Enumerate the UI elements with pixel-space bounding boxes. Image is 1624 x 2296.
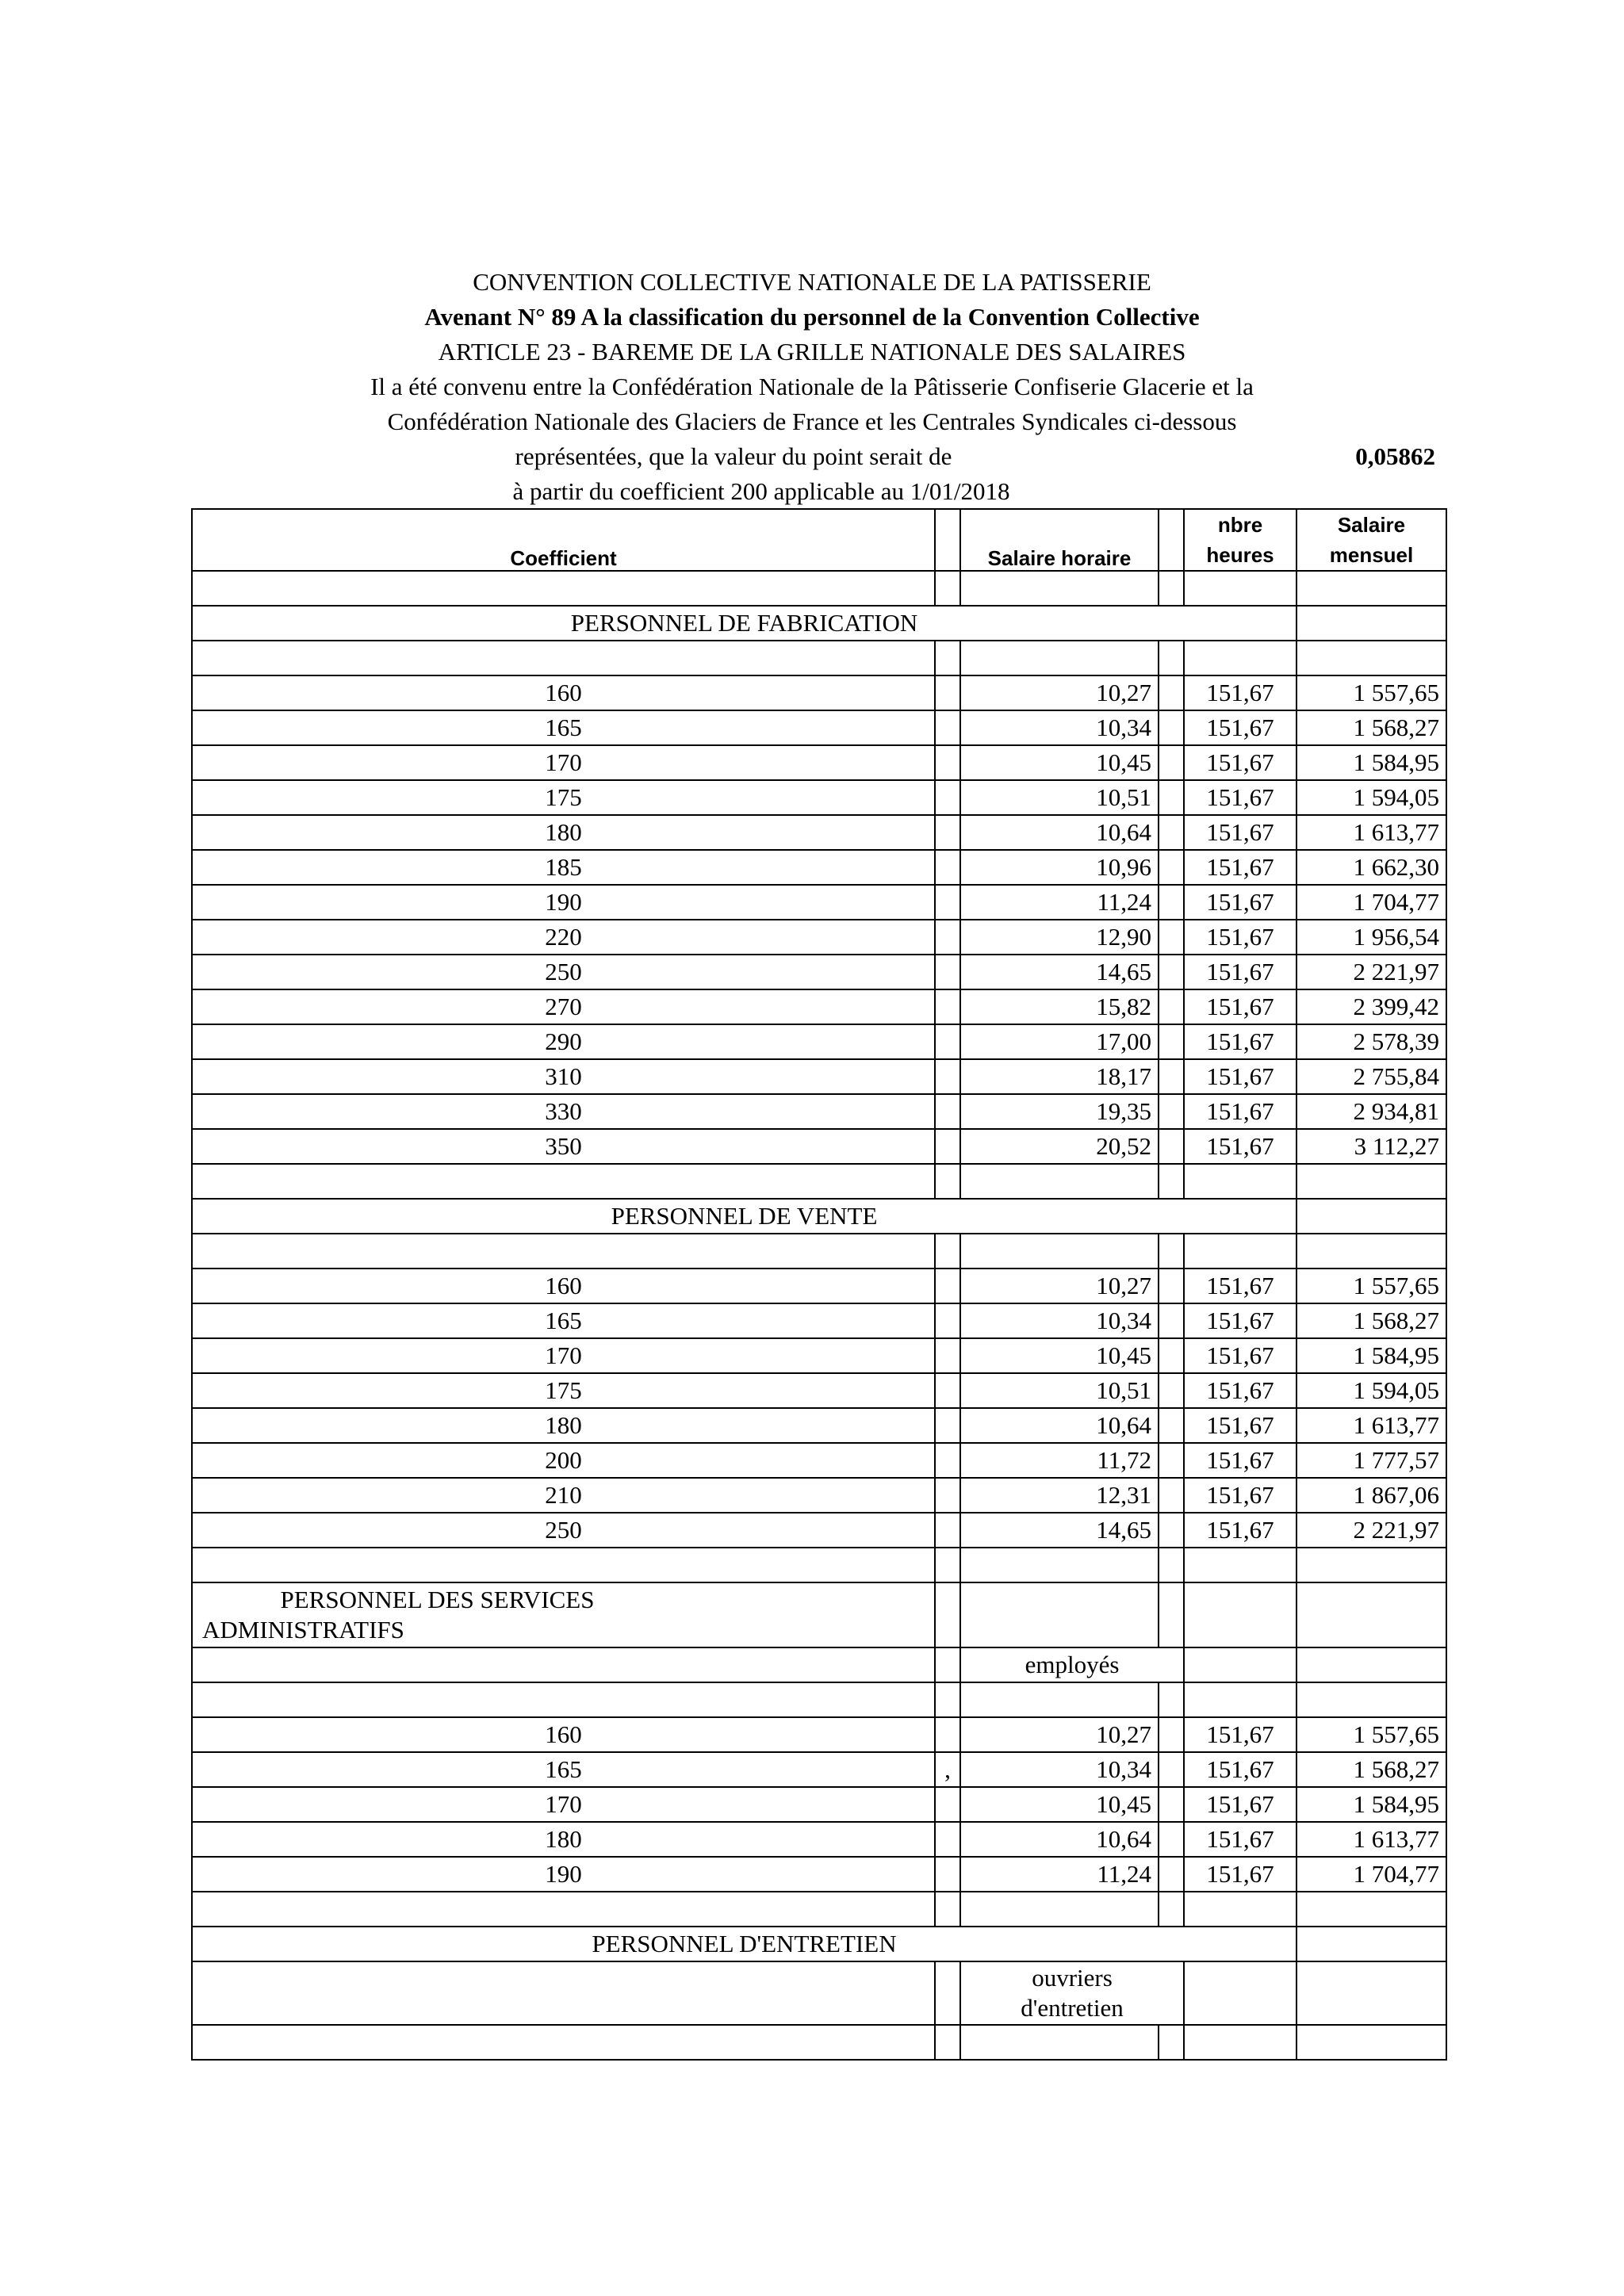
empty-cell: [1184, 1582, 1297, 1647]
subtitle-ouvriers-line2: d'entretien: [1021, 1994, 1124, 2022]
hours-cell: 151,67: [1184, 675, 1297, 710]
empty-cell: [935, 1373, 960, 1408]
empty-cell: [1297, 606, 1446, 641]
empty-cell: [960, 1682, 1159, 1717]
monthly-salary-cell: 2 578,39: [1297, 1024, 1446, 1059]
monthly-salary-cell: 1 584,95: [1297, 1338, 1446, 1373]
empty-cell: [1159, 1234, 1184, 1269]
monthly-salary-cell: 1 594,05: [1297, 1373, 1446, 1408]
coefficient-cell: 290: [192, 1024, 935, 1059]
table-row: [192, 1373, 1446, 1408]
empty-cell: [1159, 1513, 1184, 1548]
section-title-fabrication: PERSONNEL DE FABRICATION: [192, 606, 1297, 641]
empty-cell: [1159, 1338, 1184, 1373]
document-title: CONVENTION COLLECTIVE NATIONALE DE LA PATISSERIE: [473, 268, 1151, 296]
empty-cell: [1159, 1164, 1184, 1199]
empty-cell: [1297, 571, 1446, 606]
blank-row: [192, 1892, 1446, 1927]
hours-cell: 151,67: [1184, 1338, 1297, 1373]
empty-cell: [1159, 989, 1184, 1024]
coefficient-cell: 170: [192, 745, 935, 780]
empty-cell: [935, 1892, 960, 1927]
hours-cell: 151,67: [1184, 1513, 1297, 1548]
monthly-salary-cell: 1 704,77: [1297, 885, 1446, 920]
section-title-admin-line1: PERSONNEL DES SERVICES: [280, 1586, 595, 1613]
coefficient-cell: 330: [192, 1094, 935, 1129]
empty-cell: [1297, 2025, 1446, 2060]
hours-cell: 151,67: [1184, 780, 1297, 815]
empty-cell: [935, 920, 960, 955]
table-row: [192, 1129, 1446, 1164]
header-hours: [1184, 509, 1297, 571]
intro-line-2: Confédération Nationale des Glaciers de France et les Centrales Syndicales ci-dessous: [387, 408, 1237, 435]
hours-cell: 151,67: [1184, 1059, 1297, 1094]
empty-cell: [960, 1234, 1159, 1269]
empty-cell: [1184, 1234, 1297, 1269]
coefficient-cell: 250: [192, 1513, 935, 1548]
header-spacer: [935, 509, 960, 571]
coefficient-cell: 175: [192, 780, 935, 815]
hourly-wage-cell: 11,24: [960, 1857, 1159, 1892]
coefficient-cell: 250: [192, 955, 935, 989]
monthly-salary-cell: 3 112,27: [1297, 1129, 1446, 1164]
blank-row: [192, 2025, 1446, 2060]
empty-cell: [935, 1548, 960, 1582]
subtitle-ouvriers: [960, 1961, 1184, 2025]
empty-cell: [1184, 1682, 1297, 1717]
blank-row: [192, 1682, 1446, 1717]
subtitle-employes: employés: [960, 1647, 1184, 1682]
empty-cell: [192, 641, 935, 675]
intro-line-3: représentées, que la valeur du point serait de: [515, 442, 952, 470]
empty-cell: [192, 2025, 935, 2060]
coefficient-cell: 220: [192, 920, 935, 955]
hourly-wage-cell: 20,52: [960, 1129, 1159, 1164]
empty-cell: [1159, 1303, 1184, 1338]
table-row: [192, 955, 1446, 989]
hourly-wage-cell: 10,45: [960, 1338, 1159, 1373]
empty-cell: [1159, 920, 1184, 955]
empty-cell: [935, 780, 960, 815]
empty-cell: [1159, 1717, 1184, 1752]
monthly-salary-cell: 1 613,77: [1297, 1822, 1446, 1857]
empty-cell: [192, 1682, 935, 1717]
empty-cell: [1184, 641, 1297, 675]
empty-cell: [1159, 1787, 1184, 1822]
monthly-salary-cell: 2 221,97: [1297, 1513, 1446, 1548]
table-row: [192, 1059, 1446, 1094]
empty-cell: [1159, 1269, 1184, 1303]
empty-cell: [960, 1892, 1159, 1927]
empty-cell: [1297, 1548, 1446, 1582]
empty-cell: [1184, 1647, 1297, 1682]
section-title-row: [192, 1199, 1446, 1234]
monthly-salary-cell: 1 584,95: [1297, 1787, 1446, 1822]
empty-cell: [1297, 1927, 1446, 1961]
empty-cell: [935, 1059, 960, 1094]
blank-row: [192, 1234, 1446, 1269]
empty-cell: [935, 885, 960, 920]
coefficient-cell: 175: [192, 1373, 935, 1408]
hourly-wage-cell: 10,34: [960, 1752, 1159, 1787]
coefficient-cell: 185: [192, 850, 935, 885]
empty-cell: [1297, 1647, 1446, 1682]
intro-line-4: à partir du coefficient 200 applicable au 1/01/2018: [512, 477, 1010, 505]
empty-cell: [192, 1234, 935, 1269]
empty-cell: [1159, 1822, 1184, 1857]
table-row: [192, 1408, 1446, 1443]
hourly-wage-cell: 18,17: [960, 1059, 1159, 1094]
monthly-salary-cell: 1 956,54: [1297, 920, 1446, 955]
hours-cell: 151,67: [1184, 1752, 1297, 1787]
empty-cell: [1184, 1961, 1297, 2025]
hourly-wage-cell: 14,65: [960, 1513, 1159, 1548]
empty-cell: [935, 1822, 960, 1857]
empty-cell: [935, 955, 960, 989]
hourly-wage-cell: 10,51: [960, 780, 1159, 815]
empty-cell: [192, 1647, 935, 1682]
empty-cell: [960, 641, 1159, 675]
section-title-admin-line2: ADMINISTRATIFS: [202, 1616, 404, 1644]
table-row: [192, 675, 1446, 710]
section-title-vente: PERSONNEL DE VENTE: [192, 1199, 1297, 1234]
hours-cell: 151,67: [1184, 1373, 1297, 1408]
monthly-salary-cell: 1 568,27: [1297, 1752, 1446, 1787]
monthly-salary-cell: 1 704,77: [1297, 1857, 1446, 1892]
monthly-salary-cell: 1 613,77: [1297, 815, 1446, 850]
empty-cell: [192, 1892, 935, 1927]
hours-cell: 151,67: [1184, 1857, 1297, 1892]
hourly-wage-cell: 10,64: [960, 1408, 1159, 1443]
hours-cell: 151,67: [1184, 745, 1297, 780]
monthly-salary-cell: 1 568,27: [1297, 1303, 1446, 1338]
empty-cell: [1159, 1024, 1184, 1059]
section-title-row: [192, 606, 1446, 641]
amendment-title: Avenant N° 89 A la classification du personnel de la Convention Collective: [424, 303, 1200, 331]
coefficient-cell: 165: [192, 710, 935, 745]
table-row: [192, 745, 1446, 780]
hourly-wage-cell: 10,64: [960, 815, 1159, 850]
hourly-wage-cell: 10,34: [960, 1303, 1159, 1338]
empty-cell: [1184, 1548, 1297, 1582]
hours-cell: 151,67: [1184, 710, 1297, 745]
monthly-salary-cell: 1 557,65: [1297, 675, 1446, 710]
empty-cell: [1297, 1199, 1446, 1234]
blank-row: [192, 1164, 1446, 1199]
empty-cell: [1159, 1478, 1184, 1513]
empty-cell: [1159, 2025, 1184, 2060]
hours-cell: 151,67: [1184, 1717, 1297, 1752]
empty-cell: [935, 815, 960, 850]
empty-cell: [1159, 780, 1184, 815]
empty-cell: [935, 675, 960, 710]
table-row: [192, 1752, 1446, 1787]
table-row: [192, 710, 1446, 745]
blank-row: [192, 641, 1446, 675]
table-row: [192, 920, 1446, 955]
section-title-admin: [192, 1582, 935, 1647]
hours-cell: 151,67: [1184, 955, 1297, 989]
hours-cell: 151,67: [1184, 920, 1297, 955]
monthly-salary-cell: 2 755,84: [1297, 1059, 1446, 1094]
table-row: [192, 780, 1446, 815]
empty-cell: [935, 641, 960, 675]
header-monthly-line2: mensuel: [1329, 543, 1414, 567]
empty-cell: [192, 1164, 935, 1199]
blank-row: [192, 571, 1446, 606]
empty-cell: [935, 1269, 960, 1303]
comma-mark-cell: ,: [935, 1752, 960, 1787]
hours-cell: 151,67: [1184, 1094, 1297, 1129]
table-row: [192, 989, 1446, 1024]
hourly-wage-cell: 10,64: [960, 1822, 1159, 1857]
table-row: [192, 1717, 1446, 1752]
coefficient-cell: 180: [192, 1822, 935, 1857]
subtitle-ouvriers-line1: ouvriers: [1032, 1964, 1113, 1992]
empty-cell: [935, 1024, 960, 1059]
empty-cell: [1297, 1682, 1446, 1717]
empty-cell: [935, 1303, 960, 1338]
subtitle-row: [192, 1647, 1446, 1682]
hours-cell: 151,67: [1184, 1408, 1297, 1443]
hourly-wage-cell: 12,31: [960, 1478, 1159, 1513]
empty-cell: [935, 850, 960, 885]
empty-cell: [192, 1548, 935, 1582]
monthly-salary-cell: 2 399,42: [1297, 989, 1446, 1024]
table-row: [192, 850, 1446, 885]
empty-cell: [935, 571, 960, 606]
monthly-salary-cell: 1 613,77: [1297, 1408, 1446, 1443]
header-coefficient: Coefficient: [192, 509, 935, 571]
table-row: [192, 1094, 1446, 1129]
empty-cell: [1159, 1857, 1184, 1892]
table-row: [192, 1338, 1446, 1373]
hourly-wage-cell: 10,96: [960, 850, 1159, 885]
empty-cell: [1159, 1129, 1184, 1164]
coefficient-cell: 160: [192, 1269, 935, 1303]
monthly-salary-cell: 1 662,30: [1297, 850, 1446, 885]
empty-cell: [935, 1164, 960, 1199]
table-row: [192, 1787, 1446, 1822]
empty-cell: [935, 745, 960, 780]
intro-line-1: Il a été convenu entre la Confédération Nationale de la Pâtisserie Confiserie Glacerie et la: [370, 373, 1254, 400]
coefficient-cell: 160: [192, 675, 935, 710]
table-row: [192, 1822, 1446, 1857]
empty-cell: [192, 571, 935, 606]
subtitle-row: [192, 1961, 1446, 2025]
empty-cell: [1159, 1443, 1184, 1478]
monthly-salary-cell: 1 557,65: [1297, 1269, 1446, 1303]
hours-cell: 151,67: [1184, 1129, 1297, 1164]
header-hours-line1: nbre: [1217, 513, 1263, 537]
empty-cell: [1159, 745, 1184, 780]
table-row: [192, 1478, 1446, 1513]
empty-cell: [1159, 1059, 1184, 1094]
coefficient-cell: 200: [192, 1443, 935, 1478]
header-hourly: Salaire horaire: [960, 509, 1159, 571]
table-row: [192, 1857, 1446, 1892]
hourly-wage-cell: 19,35: [960, 1094, 1159, 1129]
hours-cell: 151,67: [1184, 1822, 1297, 1857]
table-row: [192, 1269, 1446, 1303]
section-title-row: [192, 1927, 1446, 1961]
table-row: [192, 1513, 1446, 1548]
monthly-salary-cell: 2 221,97: [1297, 955, 1446, 989]
monthly-salary-cell: 1 594,05: [1297, 780, 1446, 815]
empty-cell: [192, 1961, 935, 2025]
coefficient-cell: 170: [192, 1338, 935, 1373]
empty-cell: [1297, 1234, 1446, 1269]
empty-cell: [1159, 815, 1184, 850]
empty-cell: [1159, 571, 1184, 606]
empty-cell: [1159, 850, 1184, 885]
table-row: [192, 885, 1446, 920]
empty-cell: [1159, 1548, 1184, 1582]
table-row: [192, 815, 1446, 850]
hourly-wage-cell: 17,00: [960, 1024, 1159, 1059]
empty-cell: [935, 1961, 960, 2025]
coefficient-cell: 210: [192, 1478, 935, 1513]
empty-cell: [935, 989, 960, 1024]
empty-cell: [1184, 1892, 1297, 1927]
hours-cell: 151,67: [1184, 1478, 1297, 1513]
coefficient-cell: 170: [192, 1787, 935, 1822]
hours-cell: 151,67: [1184, 850, 1297, 885]
empty-cell: [1159, 1752, 1184, 1787]
empty-cell: [1159, 1094, 1184, 1129]
hourly-wage-cell: 15,82: [960, 989, 1159, 1024]
blank-row: [192, 1548, 1446, 1582]
salary-grid-table: [191, 508, 1447, 2061]
empty-cell: [1184, 1164, 1297, 1199]
monthly-salary-cell: 1 867,06: [1297, 1478, 1446, 1513]
empty-cell: [935, 1682, 960, 1717]
table-row: [192, 1024, 1446, 1059]
coefficient-cell: 180: [192, 1408, 935, 1443]
hours-cell: 151,67: [1184, 885, 1297, 920]
empty-cell: [1159, 955, 1184, 989]
empty-cell: [1159, 1892, 1184, 1927]
table-row: [192, 1443, 1446, 1478]
article-title: ARTICLE 23 - BAREME DE LA GRILLE NATIONALE DES SALAIRES: [438, 338, 1186, 365]
empty-cell: [1297, 1164, 1446, 1199]
header-hours-line2: heures: [1206, 543, 1274, 567]
hours-cell: 151,67: [1184, 1787, 1297, 1822]
coefficient-cell: 190: [192, 1857, 935, 1892]
empty-cell: [1159, 641, 1184, 675]
point-value: 0,05862: [1355, 442, 1435, 470]
empty-cell: [1297, 1892, 1446, 1927]
coefficient-cell: 190: [192, 885, 935, 920]
hourly-wage-cell: 11,72: [960, 1443, 1159, 1478]
monthly-salary-cell: 1 557,65: [1297, 1717, 1446, 1752]
empty-cell: [935, 1582, 960, 1647]
empty-cell: [1297, 1582, 1446, 1647]
section-title-entretien: PERSONNEL D'ENTRETIEN: [192, 1927, 1297, 1961]
hourly-wage-cell: 10,34: [960, 710, 1159, 745]
monthly-salary-cell: 1 568,27: [1297, 710, 1446, 745]
empty-cell: [935, 2025, 960, 2060]
empty-cell: [935, 1787, 960, 1822]
coefficient-cell: 270: [192, 989, 935, 1024]
monthly-salary-cell: 1 584,95: [1297, 745, 1446, 780]
hours-cell: 151,67: [1184, 1024, 1297, 1059]
empty-cell: [1297, 1961, 1446, 2025]
coefficient-cell: 180: [192, 815, 935, 850]
empty-cell: [935, 1338, 960, 1373]
empty-cell: [935, 1478, 960, 1513]
empty-cell: [1159, 710, 1184, 745]
empty-cell: [1159, 1682, 1184, 1717]
monthly-salary-cell: 1 777,57: [1297, 1443, 1446, 1478]
hourly-wage-cell: 10,45: [960, 745, 1159, 780]
empty-cell: [1184, 571, 1297, 606]
empty-cell: [960, 571, 1159, 606]
hourly-wage-cell: 11,24: [960, 885, 1159, 920]
table-row: [192, 1303, 1446, 1338]
hourly-wage-cell: 10,27: [960, 1717, 1159, 1752]
hourly-wage-cell: 10,27: [960, 675, 1159, 710]
empty-cell: [1159, 885, 1184, 920]
hours-cell: 151,67: [1184, 1269, 1297, 1303]
empty-cell: [1159, 1373, 1184, 1408]
empty-cell: [1297, 641, 1446, 675]
empty-cell: [960, 1164, 1159, 1199]
coefficient-cell: 165: [192, 1303, 935, 1338]
empty-cell: [960, 1548, 1159, 1582]
empty-cell: [935, 1717, 960, 1752]
empty-cell: [935, 1234, 960, 1269]
empty-cell: [935, 1513, 960, 1548]
hourly-wage-cell: 10,51: [960, 1373, 1159, 1408]
monthly-salary-cell: 2 934,81: [1297, 1094, 1446, 1129]
empty-cell: [935, 1857, 960, 1892]
empty-cell: [935, 710, 960, 745]
empty-cell: [1184, 2025, 1297, 2060]
coefficient-cell: 165: [192, 1752, 935, 1787]
empty-cell: [960, 2025, 1159, 2060]
hourly-wage-cell: 12,90: [960, 920, 1159, 955]
empty-cell: [935, 1408, 960, 1443]
empty-cell: [960, 1582, 1159, 1647]
header-spacer: [1159, 509, 1184, 571]
hourly-wage-cell: 14,65: [960, 955, 1159, 989]
hours-cell: 151,67: [1184, 989, 1297, 1024]
empty-cell: [1159, 1582, 1184, 1647]
header-monthly: [1297, 509, 1446, 571]
empty-cell: [935, 1094, 960, 1129]
section-title-row: [192, 1582, 1446, 1647]
empty-cell: [935, 1443, 960, 1478]
empty-cell: [1159, 675, 1184, 710]
empty-cell: [935, 1129, 960, 1164]
hours-cell: 151,67: [1184, 815, 1297, 850]
coefficient-cell: 160: [192, 1717, 935, 1752]
hourly-wage-cell: 10,27: [960, 1269, 1159, 1303]
hours-cell: 151,67: [1184, 1303, 1297, 1338]
hours-cell: 151,67: [1184, 1443, 1297, 1478]
header-monthly-line1: Salaire: [1337, 513, 1406, 537]
header-row: [192, 509, 1446, 571]
coefficient-cell: 310: [192, 1059, 935, 1094]
hourly-wage-cell: 10,45: [960, 1787, 1159, 1822]
empty-cell: [1159, 1408, 1184, 1443]
empty-cell: [935, 1647, 960, 1682]
coefficient-cell: 350: [192, 1129, 935, 1164]
